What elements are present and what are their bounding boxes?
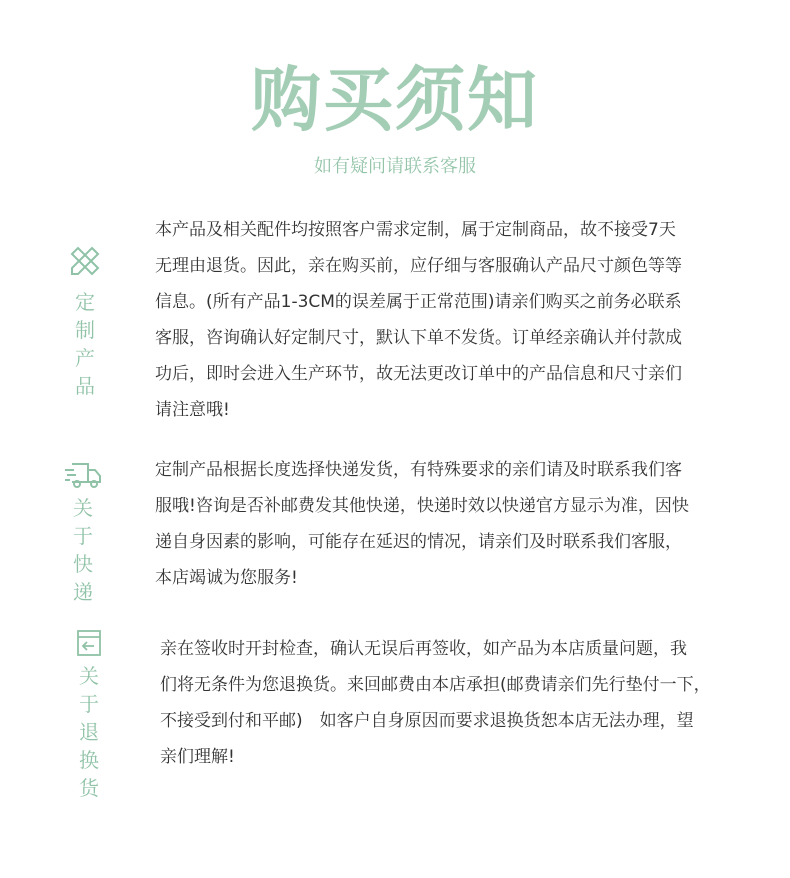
page-subtitle: 如有疑问请联系客服 bbox=[314, 156, 476, 177]
page-title: 购买须知 bbox=[251, 59, 539, 141]
section-body: 本产品及相关配件均按照客户需求定制，属于定制商品，故不接受7天 无理由退货。因此，亲在购买前，应仔细与客服确认产品尺寸颜色等等 信息。(所有产品1-3CM的误差属于正常范围)请亲们购买之前务必联系 客服，咨询确认好定制尺寸，默认下单不发货。订单经亲确认并付款成 功后，即时会进入生产环节，故无法更改订单中的产品信息和尺寸亲们 请注意哦! bbox=[155, 220, 682, 420]
section-label: 关 于 快 递 bbox=[73, 496, 93, 604]
section-body: 亲在签收时开封检查，确认无误后再签收，如产品为本店质量问题，我 们将无条件为您退换货。来回邮费由本店承担(邮费请亲们先行垫付一下， 不接受到付和平邮) 如客户自身原因而要求退换货恕本店无法办理，望 亲们理解! bbox=[160, 639, 711, 767]
section-body: 定制产品根据长度选择快递发货，有特殊要求的亲们请及时联系我们客 服哦!咨询是否补邮费发其他快递，快递时效以快递官方显示为准，因快 递自身因素的影响，可能存在延迟的情况，请亲们及时联系我们客服， 本店竭诚为您服务! bbox=[155, 460, 689, 588]
section-label: 关 于 退 换 货 bbox=[79, 664, 99, 800]
pencil-ruler-icon bbox=[68, 244, 102, 278]
return-box-icon bbox=[76, 629, 102, 657]
section-label: 定 制 产 品 bbox=[75, 290, 95, 398]
delivery-truck-icon bbox=[64, 458, 102, 492]
